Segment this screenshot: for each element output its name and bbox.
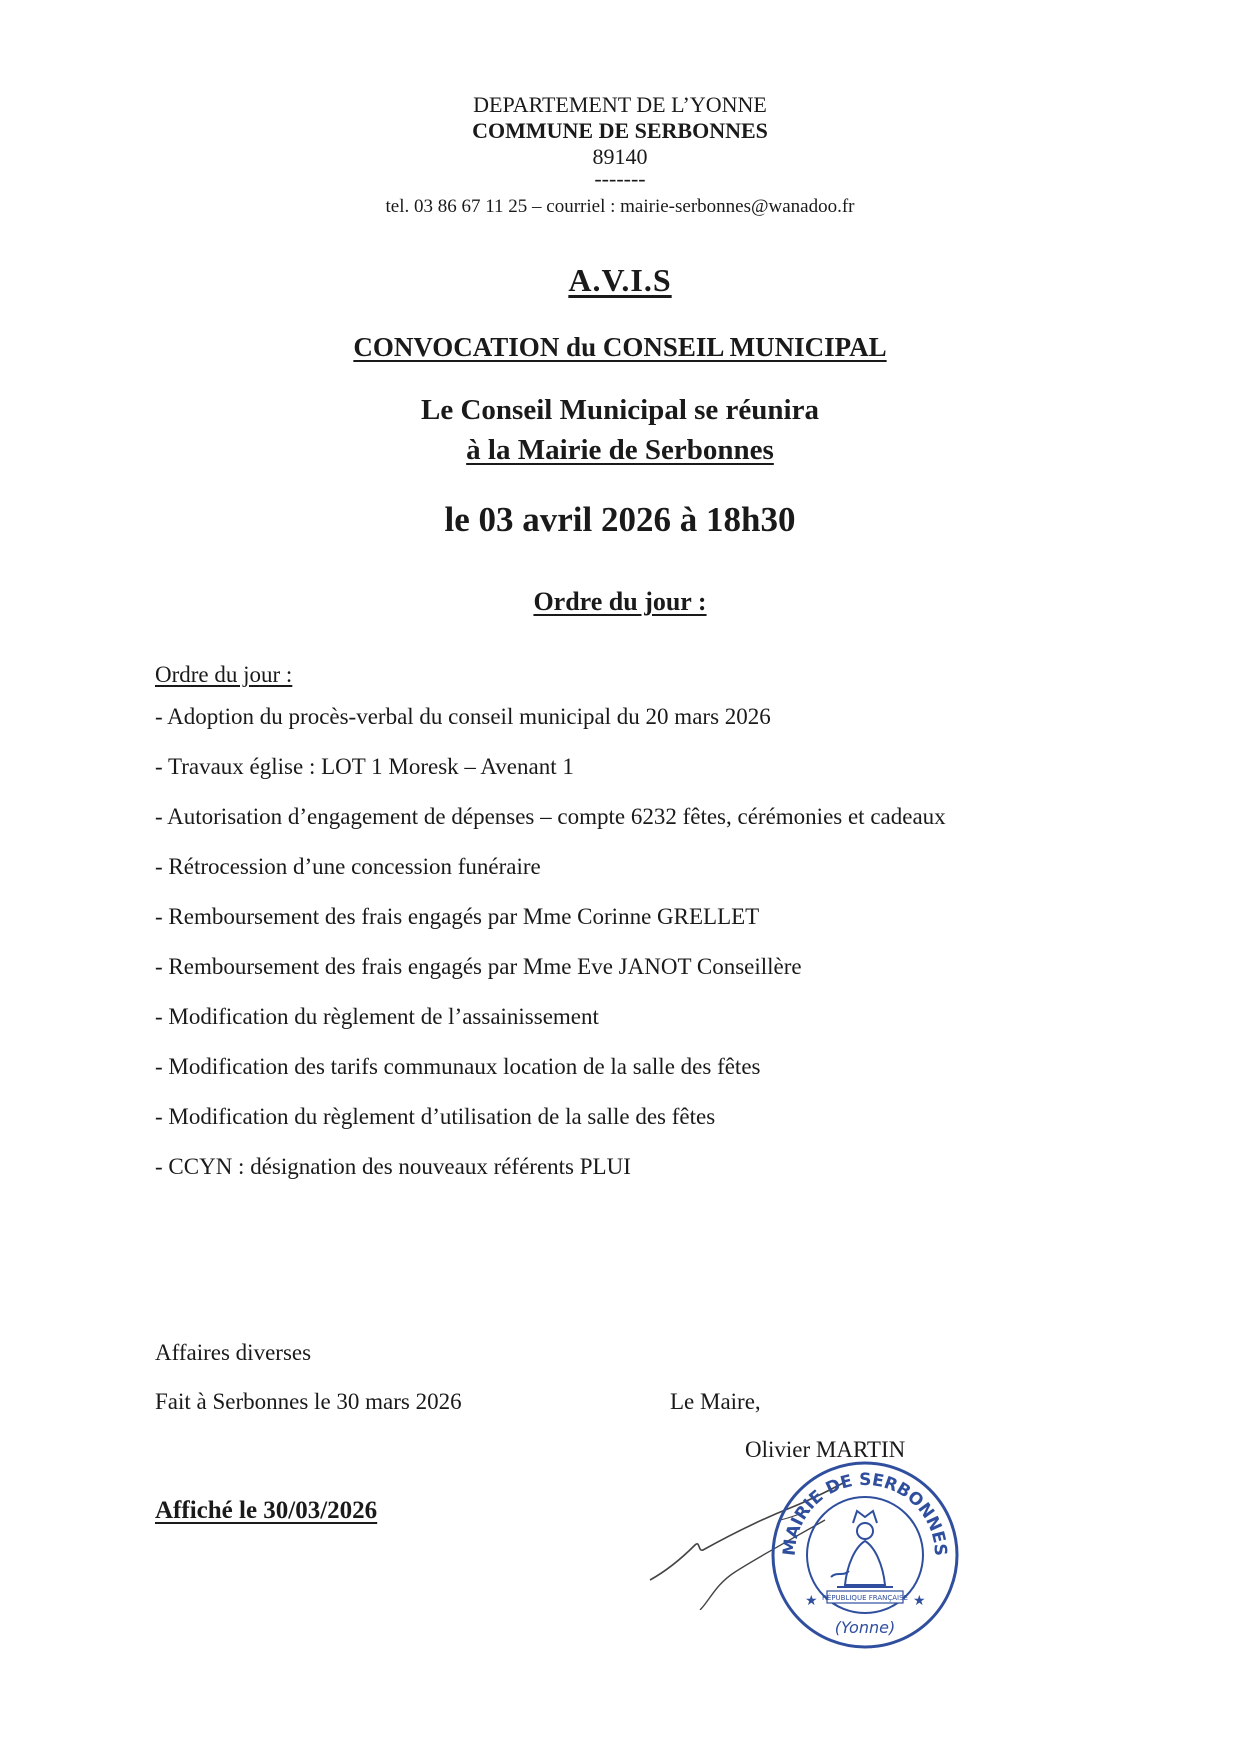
header-separator: -------	[594, 166, 646, 191]
agenda-item: - Autorisation d’engagement de dépenses – compte 6232 fêtes, cérémonies et cadeaux	[155, 804, 946, 829]
notice-subtitle: CONVOCATION du CONSEIL MUNICIPAL	[353, 332, 887, 362]
notice-title: A.V.I.S	[568, 262, 672, 298]
agenda-item: - Modification du règlement de l’assainissement	[155, 1004, 599, 1029]
mayor-name: Olivier MARTIN	[745, 1437, 906, 1462]
meeting-text	[0, 390, 1240, 470]
stamp-bottom-text: (Yonne)	[834, 1618, 896, 1637]
agenda-item: - Modification du règlement d’utilisation de la salle des fêtes	[155, 1104, 716, 1129]
meeting-line-1: Le Conseil Municipal se réunira	[421, 394, 819, 426]
agenda-item: - Travaux église : LOT 1 Moresk – Avenant 1	[155, 754, 574, 779]
agenda-item: - Remboursement des frais engagés par Mme Corinne GRELLET	[155, 904, 760, 929]
meeting-date: le 03 avril 2026 à 18h30	[444, 500, 796, 539]
meeting-line-2: à la Mairie de Serbonnes	[466, 434, 774, 466]
stamp-star-icon: ★	[805, 1593, 818, 1609]
mayor-title: Le Maire,	[670, 1389, 761, 1414]
agenda-item: - Adoption du procès-verbal du conseil municipal du 20 mars 2026	[155, 704, 771, 729]
stamp-top-text: MAIRIE DE SERBONNES	[779, 1469, 951, 1557]
agenda-list	[155, 702, 1155, 1202]
postcode: 89140	[592, 144, 648, 169]
agenda-label: Ordre du jour :	[155, 662, 293, 687]
agenda-item: - CCYN : désignation des nouveaux référents PLUI	[155, 1154, 631, 1179]
agenda-item: - Rétrocession d’une concession funéraire	[155, 854, 541, 879]
department-line: DEPARTEMENT DE L’YONNE	[473, 92, 767, 117]
agenda-item: - Modification des tarifs communaux location de la salle des fêtes	[155, 1054, 761, 1079]
agenda-item: - Remboursement des frais engagés par Mme Eve JANOT Conseillère	[155, 954, 802, 979]
misc-affairs: Affaires diverses	[155, 1340, 312, 1365]
stamp-band-text: RÉPUBLIQUE FRANÇAISE	[822, 1594, 908, 1602]
posted-date: Affiché le 30/03/2026	[155, 1497, 378, 1524]
contact-line: tel. 03 86 67 11 25 – courriel : mairie-serbonnes@wanadoo.fr	[385, 196, 855, 217]
mairie-stamp	[765, 1455, 965, 1655]
agenda-heading: Ordre du jour :	[533, 587, 707, 616]
meeting-place	[0, 430, 1240, 470]
stamp-star-icon: ★	[913, 1593, 926, 1609]
commune-name: COMMUNE DE SERBONNES	[472, 118, 768, 143]
done-at-line: Fait à Serbonnes le 30 mars 2026	[155, 1389, 462, 1414]
marianne-emblem	[831, 1511, 893, 1587]
